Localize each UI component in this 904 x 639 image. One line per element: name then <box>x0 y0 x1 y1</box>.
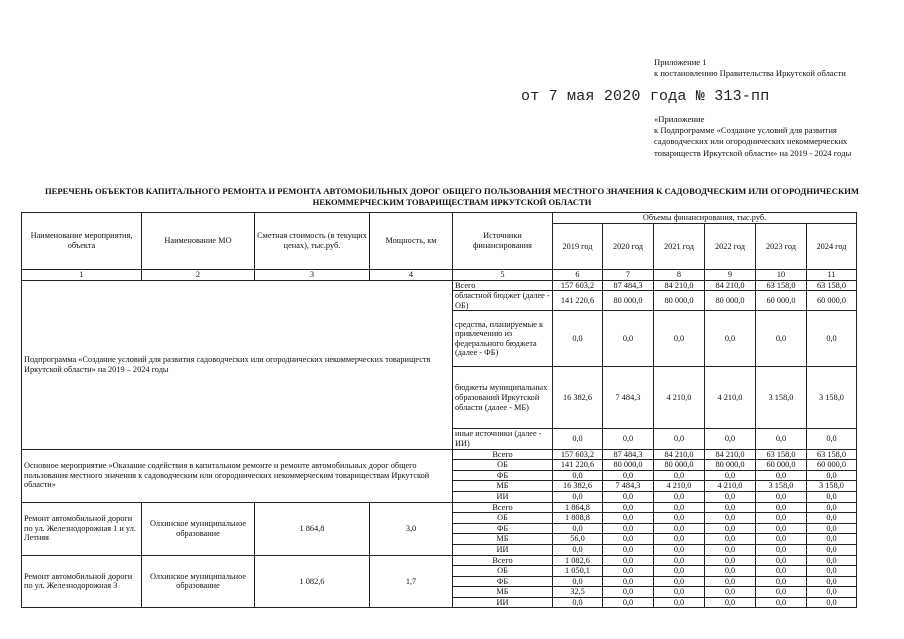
value-cell: 0,0 <box>705 513 756 524</box>
object-cost: 1 082,6 <box>255 555 370 608</box>
col-number: 5 <box>453 270 553 281</box>
value-cell: 0,0 <box>807 470 857 481</box>
col-number: 4 <box>370 270 453 281</box>
source-label: ИИ <box>453 544 553 555</box>
value-cell: 63 158,0 <box>756 449 807 460</box>
source-label: иные источники (далее - ИИ) <box>453 429 553 449</box>
annex-line-2: к постановлению Правительства Иркутской области <box>654 68 846 78</box>
value-cell: 80 000,0 <box>603 460 654 471</box>
value-cell: 0,0 <box>654 534 705 545</box>
value-cell: 0,0 <box>603 470 654 481</box>
value-cell: 0,0 <box>807 523 857 534</box>
value-cell: 0,0 <box>705 597 756 608</box>
value-cell: 1 864,8 <box>553 502 603 513</box>
value-cell: 0,0 <box>654 470 705 481</box>
header-year-2019: 2019 год <box>553 224 603 270</box>
source-label: областной бюджет (далее - ОБ) <box>453 291 553 311</box>
header-year-2023: 2023 год <box>756 224 807 270</box>
value-cell: 157 603,2 <box>553 449 603 460</box>
header-year-2022: 2022 год <box>705 224 756 270</box>
value-cell: 4 210,0 <box>705 367 756 429</box>
value-cell: 157 603,2 <box>553 280 603 291</box>
value-cell: 4 210,0 <box>654 367 705 429</box>
value-cell: 0,0 <box>807 534 857 545</box>
table-row <box>22 280 857 291</box>
value-cell: 0,0 <box>705 534 756 545</box>
header-mo: Наименование МО <box>142 213 255 270</box>
source-label: МБ <box>453 481 553 492</box>
value-cell: 7 484,3 <box>603 367 654 429</box>
object-mo: Олхинское муниципальное образование <box>142 502 255 555</box>
value-cell: 1 082,6 <box>553 555 603 566</box>
value-cell: 0,0 <box>654 429 705 449</box>
value-cell: 0,0 <box>807 555 857 566</box>
source-label: Всего <box>453 280 553 291</box>
value-cell: 0,0 <box>807 544 857 555</box>
object-name: Ремонт автомобильной дороги по ул. Железнодорожная 3 <box>22 555 142 608</box>
value-cell: 3 158,0 <box>807 481 857 492</box>
value-cell: 56,0 <box>553 534 603 545</box>
value-cell: 0,0 <box>756 555 807 566</box>
objects-table <box>21 212 857 608</box>
value-cell: 0,0 <box>603 576 654 587</box>
value-cell: 141 220,6 <box>553 291 603 311</box>
value-cell: 0,0 <box>553 544 603 555</box>
col-number: 9 <box>705 270 756 281</box>
col-number: 3 <box>255 270 370 281</box>
value-cell: 0,0 <box>603 534 654 545</box>
value-cell: 0,0 <box>654 555 705 566</box>
value-cell: 3 158,0 <box>756 481 807 492</box>
source-label: ФБ <box>453 523 553 534</box>
value-cell: 3 158,0 <box>807 367 857 429</box>
value-cell: 0,0 <box>705 502 756 513</box>
value-cell: 0,0 <box>553 523 603 534</box>
value-cell: 0,0 <box>807 429 857 449</box>
header-year-2020: 2020 год <box>603 224 654 270</box>
annex2-line-1: «Приложение <box>654 114 705 124</box>
source-label: ОБ <box>453 513 553 524</box>
value-cell: 0,0 <box>553 311 603 367</box>
value-cell: 0,0 <box>553 429 603 449</box>
value-cell: 0,0 <box>603 491 654 502</box>
header-power: Мощность, км <box>370 213 453 270</box>
annex-header <box>654 57 889 79</box>
value-cell: 4 210,0 <box>654 481 705 492</box>
value-cell: 1 808,8 <box>553 513 603 524</box>
value-cell: 0,0 <box>705 566 756 577</box>
header-name: Наименование мероприятия, объекта <box>22 213 142 270</box>
annex2-line-2: к Подпрограмме «Создание условий для развития садоводческих или огороднических некоммерческих товариществ Иркутской области» на 2019 - 2024 годы <box>654 125 852 158</box>
value-cell: 0,0 <box>553 597 603 608</box>
col-number: 8 <box>654 270 705 281</box>
source-label: Всего <box>453 449 553 460</box>
document-title: ПЕРЕЧЕНЬ ОБЪЕКТОВ КАПИТАЛЬНОГО РЕМОНТА И РЕМОНТА АВТОМОБИЛЬНЫХ ДОРОГ ОБЩЕГО ПОЛЬЗОВАНИЯ МЕСТНОГО ЗНАЧЕНИЯ К САДОВОДЧЕСКИМ ИЛИ ОГОРОДНИЧЕСКИМ НЕКОММЕРЧЕСКИМ ТОВАРИЩЕСТВАМ ИРКУТСКОЙ ОБЛАСТИ <box>45 186 859 207</box>
value-cell: 7 484,3 <box>603 481 654 492</box>
header-funding: Объемы финансирования, тыс.руб. <box>553 213 857 224</box>
annex-subheader <box>654 114 879 159</box>
value-cell: 0,0 <box>705 491 756 502</box>
value-cell: 0,0 <box>756 576 807 587</box>
source-label: ИИ <box>453 597 553 608</box>
header-sources: Источники финансирования <box>453 213 553 270</box>
source-label: средства, планируемые к привлечению из федерального бюджета (далее - ФБ) <box>453 311 553 367</box>
source-label: МБ <box>453 534 553 545</box>
value-cell: 0,0 <box>603 429 654 449</box>
value-cell: 0,0 <box>807 597 857 608</box>
value-cell: 0,0 <box>807 566 857 577</box>
source-label: ИИ <box>453 491 553 502</box>
value-cell: 0,0 <box>807 576 857 587</box>
main-event-name: Основное мероприятие »Оказание содействия в капитальном ремонте и ремонте автомобильных дорог общего пользования местного значения к садоводческим или огороднических некоммерческим товариществам Иркутской области» <box>22 449 453 502</box>
value-cell: 0,0 <box>807 502 857 513</box>
col-number: 6 <box>553 270 603 281</box>
value-cell: 0,0 <box>756 513 807 524</box>
value-cell: 84 210,0 <box>654 280 705 291</box>
source-label: ФБ <box>453 576 553 587</box>
value-cell: 84 210,0 <box>654 449 705 460</box>
value-cell: 87 484,3 <box>603 449 654 460</box>
value-cell: 0,0 <box>654 544 705 555</box>
value-cell: 0,0 <box>553 576 603 587</box>
value-cell: 80 000,0 <box>654 460 705 471</box>
value-cell: 63 158,0 <box>756 280 807 291</box>
value-cell: 3 158,0 <box>756 367 807 429</box>
value-cell: 0,0 <box>705 555 756 566</box>
object-mo: Олхинское муниципальное образование <box>142 555 255 608</box>
subprogram-name: Подпрограмма «Создание условий для развития садоводческих или огороднических некоммерческих товариществ Иркутской области» на 2019 – 2024 годы <box>22 280 453 449</box>
table-row <box>22 449 857 460</box>
value-cell: 87 484,3 <box>603 280 654 291</box>
date-stamp: от 7 мая 2020 года № 313-пп <box>521 88 770 105</box>
value-cell: 0,0 <box>705 523 756 534</box>
source-label: бюджеты муниципальных образований Иркутской области (далее - МБ) <box>453 367 553 429</box>
value-cell: 80 000,0 <box>705 460 756 471</box>
table-row <box>22 502 857 513</box>
value-cell: 0,0 <box>654 576 705 587</box>
value-cell: 0,0 <box>603 555 654 566</box>
value-cell: 0,0 <box>654 587 705 598</box>
value-cell: 0,0 <box>654 502 705 513</box>
value-cell: 16 382,6 <box>553 481 603 492</box>
source-label: ОБ <box>453 460 553 471</box>
value-cell: 0,0 <box>756 311 807 367</box>
value-cell: 0,0 <box>756 429 807 449</box>
value-cell: 16 382,6 <box>553 367 603 429</box>
value-cell: 0,0 <box>807 491 857 502</box>
value-cell: 0,0 <box>654 523 705 534</box>
header-year-2021: 2021 год <box>654 224 705 270</box>
value-cell: 0,0 <box>553 470 603 481</box>
col-number: 2 <box>142 270 255 281</box>
value-cell: 60 000,0 <box>756 291 807 311</box>
value-cell: 0,0 <box>654 513 705 524</box>
header-cost: Сметная стоимость (в текущих ценах), тыс.руб. <box>255 213 370 270</box>
col-number: 10 <box>756 270 807 281</box>
source-label: ФБ <box>453 470 553 481</box>
value-cell: 60 000,0 <box>756 460 807 471</box>
object-power: 1,7 <box>370 555 453 608</box>
annex-line-1: Приложение 1 <box>654 57 707 67</box>
value-cell: 0,0 <box>705 311 756 367</box>
value-cell: 0,0 <box>654 491 705 502</box>
value-cell: 63 158,0 <box>807 449 857 460</box>
value-cell: 0,0 <box>654 311 705 367</box>
value-cell: 0,0 <box>603 597 654 608</box>
value-cell: 0,0 <box>756 534 807 545</box>
value-cell: 0,0 <box>654 566 705 577</box>
table-body <box>22 213 857 608</box>
value-cell: 60 000,0 <box>807 460 857 471</box>
header-year-2024: 2024 год <box>807 224 857 270</box>
value-cell: 80 000,0 <box>705 291 756 311</box>
value-cell: 0,0 <box>756 566 807 577</box>
value-cell: 0,0 <box>603 587 654 598</box>
value-cell: 0,0 <box>756 523 807 534</box>
value-cell: 80 000,0 <box>654 291 705 311</box>
source-label: МБ <box>453 587 553 598</box>
value-cell: 84 210,0 <box>705 449 756 460</box>
col-number: 1 <box>22 270 142 281</box>
col-number: 11 <box>807 270 857 281</box>
value-cell: 0,0 <box>807 513 857 524</box>
value-cell: 84 210,0 <box>705 280 756 291</box>
value-cell: 4 210,0 <box>705 481 756 492</box>
value-cell: 0,0 <box>603 311 654 367</box>
value-cell: 60 000,0 <box>807 291 857 311</box>
value-cell: 141 220,6 <box>553 460 603 471</box>
value-cell: 0,0 <box>756 470 807 481</box>
value-cell: 0,0 <box>705 470 756 481</box>
source-label: Всего <box>453 502 553 513</box>
value-cell: 0,0 <box>603 566 654 577</box>
object-name: Ремонт автомобильной дороги по ул. Железнодорожная 1 и ул. Летняя <box>22 502 142 555</box>
value-cell: 0,0 <box>603 502 654 513</box>
value-cell: 0,0 <box>705 544 756 555</box>
value-cell: 0,0 <box>756 587 807 598</box>
object-cost: 1 864,8 <box>255 502 370 555</box>
value-cell: 0,0 <box>705 429 756 449</box>
object-power: 3,0 <box>370 502 453 555</box>
value-cell: 63 158,0 <box>807 280 857 291</box>
value-cell: 0,0 <box>654 597 705 608</box>
col-number: 7 <box>603 270 654 281</box>
value-cell: 0,0 <box>807 587 857 598</box>
value-cell: 0,0 <box>705 576 756 587</box>
value-cell: 80 000,0 <box>603 291 654 311</box>
value-cell: 0,0 <box>807 311 857 367</box>
value-cell: 0,0 <box>705 587 756 598</box>
value-cell: 0,0 <box>603 523 654 534</box>
value-cell: 0,0 <box>756 597 807 608</box>
value-cell: 0,0 <box>756 491 807 502</box>
value-cell: 0,0 <box>553 491 603 502</box>
value-cell: 0,0 <box>756 502 807 513</box>
value-cell: 0,0 <box>603 513 654 524</box>
value-cell: 32,5 <box>553 587 603 598</box>
source-label: Всего <box>453 555 553 566</box>
value-cell: 1 050,1 <box>553 566 603 577</box>
value-cell: 0,0 <box>603 544 654 555</box>
value-cell: 0,0 <box>756 544 807 555</box>
source-label: ОБ <box>453 566 553 577</box>
table-row <box>22 555 857 566</box>
